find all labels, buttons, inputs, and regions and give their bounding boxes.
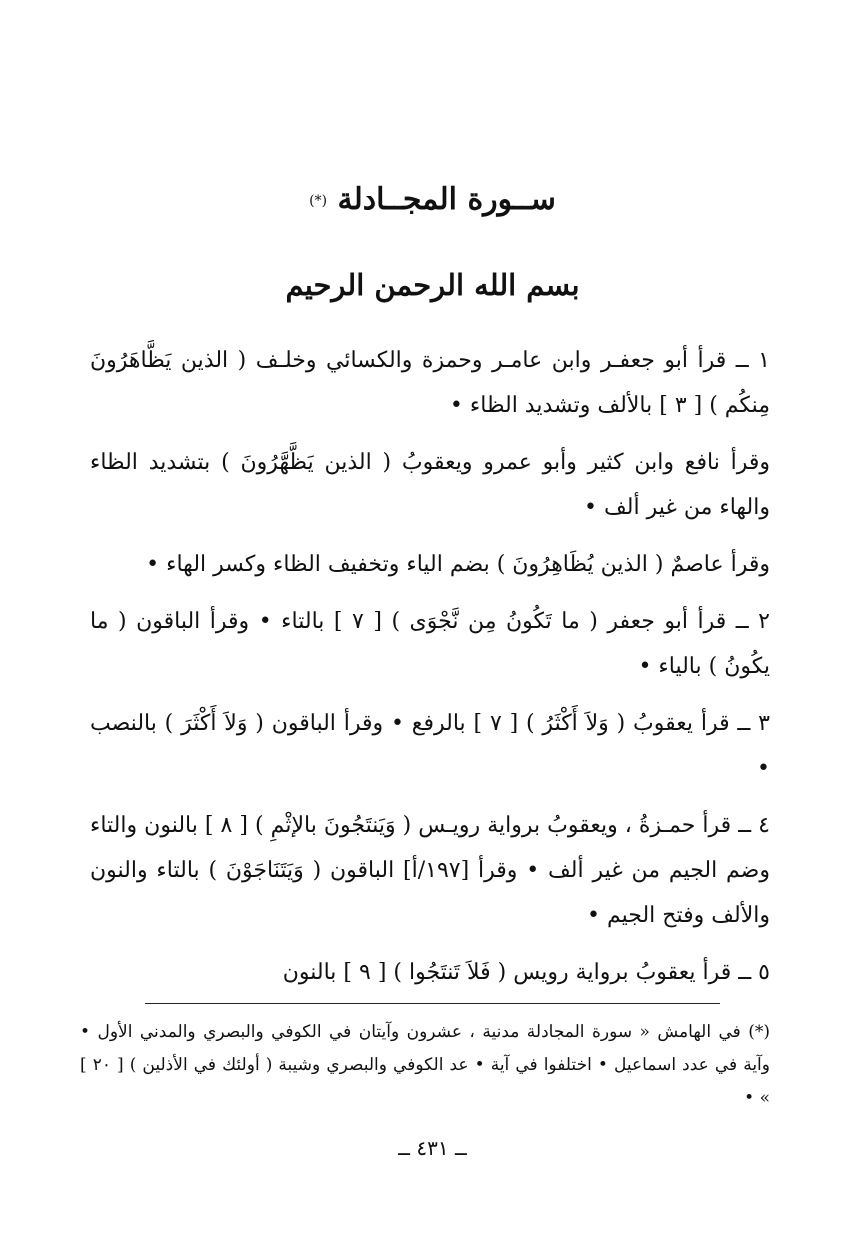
basmala: بسم الله الرحمن الرحيم bbox=[285, 268, 580, 302]
paragraph-5: ٣ ــ قرأ يعقوبُ ( وَلاَ أَكْثَرُ ) [ ٧ ] بالرفع • وقرأ الباقون ( وَلاَ أَكْثَرَ ) بالنصب • bbox=[90, 711, 770, 781]
paragraph-4: ٢ ــ قرأ أبو جعفر ( ما تَكُونُ مِن نَّجْوَى ) [ ٧ ] بالتاء • وقرأ الباقون ( ما يكُونُ ) بالياء • bbox=[90, 609, 770, 679]
paragraph-6: ٤ ــ قرأ حمـزةُ ، ويعقوبُ برواية رويـس ( وَيَنتَجُونَ بالإثْمِ ) [ ٨ ] بالنون والتاء وضم الجيم من غير ألف • وقرأ [١٩٧/أ] الباقون ( وَيَتَنَاجَوْنَ ) بالتاء والنون والألف وفتح الجيم • bbox=[90, 813, 770, 928]
paragraph-7: ٥ ــ قرأ يعقوبُ برواية رويس ( فَلاَ تَنتَجُوا ) [ ٩ ] بالنون bbox=[282, 960, 770, 985]
paragraph-1: ١ ــ قرأ أبو جعفـر وابن عامـر وحمزة والكسائي وخلـف ( الذين يَظَّاهَرُونَ مِنكُم ) [ ٣ ] بالألف وتشديد الظاء • bbox=[90, 348, 770, 418]
surah-title bbox=[0, 178, 865, 223]
footnote: (*) في الهامش « سورة المجادلة مدنية ، عشرون وآيتان في الكوفي والبصري والمدني الأول • وآية في عدد اسماعيل • اختلفوا في آية • عد الكوفي والبصري وشيبة ( أولئك في الأذلين ) [ ٢٠ ] » • bbox=[80, 1022, 771, 1108]
footnote-marker: (*) bbox=[309, 193, 328, 209]
paragraph-2: وقرأ نافع وابن كثير وأبو عمرو ويعقوبُ ( الذين يَظَّهَّرُونَ ) بتشديد الظاء والهاء من غير ألف • bbox=[90, 450, 770, 520]
footnote-divider bbox=[145, 1003, 720, 1004]
paragraph-3: وقرأ عاصمٌ ( الذين يُظَاهِرُونَ ) بضم الياء وتخفيف الظاء وكسر الهاء • bbox=[146, 552, 770, 577]
page-number: ــ ٤٣١ ــ bbox=[398, 1136, 467, 1160]
surah-title-text: ســورة المجــادلة bbox=[337, 182, 556, 217]
main-text bbox=[90, 338, 770, 1007]
